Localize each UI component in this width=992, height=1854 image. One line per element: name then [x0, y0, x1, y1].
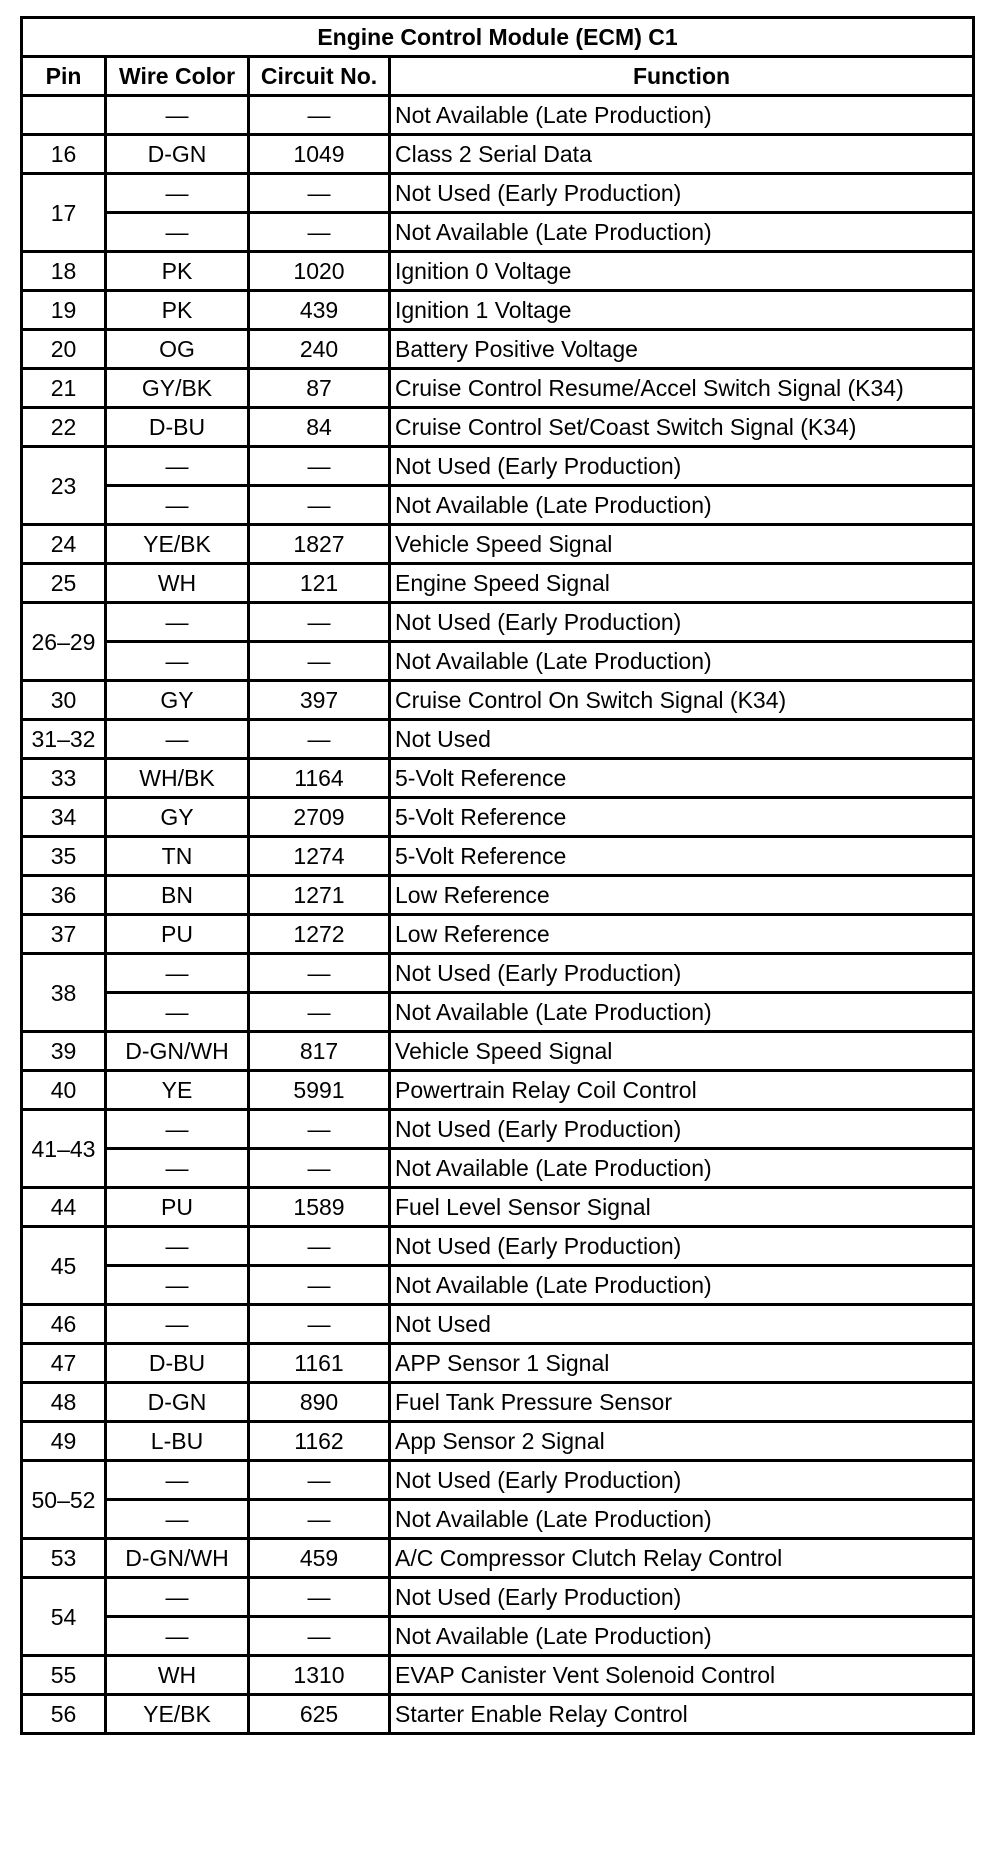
wire-color-cell: — — [106, 1500, 249, 1539]
wire-color-cell: — — [106, 603, 249, 642]
function-cell: Low Reference — [390, 915, 974, 954]
circuit-no-cell: 439 — [249, 291, 390, 330]
wire-color-cell: — — [106, 1305, 249, 1344]
circuit-no-cell: 87 — [249, 369, 390, 408]
table-row — [22, 1188, 974, 1227]
wire-color-cell: WH/BK — [106, 759, 249, 798]
circuit-no-cell: — — [249, 603, 390, 642]
pin-cell: 56 — [22, 1695, 106, 1734]
table-row — [22, 1695, 974, 1734]
wire-color-cell: — — [106, 96, 249, 135]
function-cell: Vehicle Speed Signal — [390, 525, 974, 564]
table-row — [22, 1500, 974, 1539]
function-cell: Not Available (Late Production) — [390, 1617, 974, 1656]
circuit-no-cell: 625 — [249, 1695, 390, 1734]
function-cell: Not Available (Late Production) — [390, 1266, 974, 1305]
table-row — [22, 837, 974, 876]
table-row — [22, 915, 974, 954]
table-row — [22, 447, 974, 486]
circuit-no-cell: 1164 — [249, 759, 390, 798]
circuit-no-cell: — — [249, 1305, 390, 1344]
circuit-no-cell: — — [249, 213, 390, 252]
pin-cell: 39 — [22, 1032, 106, 1071]
circuit-no-cell: — — [249, 1266, 390, 1305]
function-cell: Not Available (Late Production) — [390, 96, 974, 135]
function-cell: Cruise Control On Switch Signal (K34) — [390, 681, 974, 720]
wire-color-cell: PK — [106, 252, 249, 291]
circuit-no-cell: 397 — [249, 681, 390, 720]
table-title: Engine Control Module (ECM) C1 — [22, 18, 974, 57]
pin-cell: 55 — [22, 1656, 106, 1695]
table-row — [22, 330, 974, 369]
wire-color-cell: — — [106, 1110, 249, 1149]
circuit-no-cell: 817 — [249, 1032, 390, 1071]
wire-color-cell: — — [106, 1617, 249, 1656]
circuit-no-cell: 84 — [249, 408, 390, 447]
wire-color-cell: GY/BK — [106, 369, 249, 408]
wire-color-cell: PU — [106, 1188, 249, 1227]
function-cell: Not Used — [390, 720, 974, 759]
function-cell: Not Used — [390, 1305, 974, 1344]
function-cell: Class 2 Serial Data — [390, 135, 974, 174]
table-row — [22, 1149, 974, 1188]
function-cell: Not Available (Late Production) — [390, 213, 974, 252]
wire-color-cell: D-GN/WH — [106, 1539, 249, 1578]
circuit-no-cell: — — [249, 1500, 390, 1539]
pin-cell: 17 — [22, 174, 106, 252]
circuit-no-cell: 1271 — [249, 876, 390, 915]
pin-cell — [22, 96, 106, 135]
circuit-no-cell: 1272 — [249, 915, 390, 954]
table-body — [22, 96, 974, 1734]
table-row — [22, 1617, 974, 1656]
pin-cell: 21 — [22, 369, 106, 408]
pin-cell: 47 — [22, 1344, 106, 1383]
table-row — [22, 1344, 974, 1383]
wire-color-cell: D-BU — [106, 1344, 249, 1383]
table-row — [22, 681, 974, 720]
circuit-no-cell: — — [249, 720, 390, 759]
wire-color-cell: — — [106, 720, 249, 759]
circuit-no-cell: 2709 — [249, 798, 390, 837]
table-row — [22, 135, 974, 174]
function-cell: Battery Positive Voltage — [390, 330, 974, 369]
wire-color-cell: — — [106, 642, 249, 681]
circuit-no-cell: 1049 — [249, 135, 390, 174]
circuit-no-cell: 890 — [249, 1383, 390, 1422]
wire-color-cell: OG — [106, 330, 249, 369]
circuit-no-cell: — — [249, 993, 390, 1032]
circuit-no-cell: 121 — [249, 564, 390, 603]
circuit-no-cell: — — [249, 174, 390, 213]
table-row — [22, 798, 974, 837]
function-cell: App Sensor 2 Signal — [390, 1422, 974, 1461]
pin-cell: 50–52 — [22, 1461, 106, 1539]
wire-color-cell: — — [106, 954, 249, 993]
table-row — [22, 720, 974, 759]
table-row — [22, 291, 974, 330]
wire-color-cell: — — [106, 1227, 249, 1266]
function-cell: Not Available (Late Production) — [390, 993, 974, 1032]
pin-cell: 31–32 — [22, 720, 106, 759]
wire-color-cell: D-BU — [106, 408, 249, 447]
function-cell: Cruise Control Set/Coast Switch Signal (K34) — [390, 408, 974, 447]
table-row — [22, 1383, 974, 1422]
wire-color-cell: BN — [106, 876, 249, 915]
table-row — [22, 1461, 974, 1500]
header-wire-color: Wire Color — [106, 57, 249, 96]
function-cell: Fuel Tank Pressure Sensor — [390, 1383, 974, 1422]
pin-cell: 19 — [22, 291, 106, 330]
wire-color-cell: — — [106, 213, 249, 252]
wire-color-cell: YE/BK — [106, 525, 249, 564]
function-cell: Not Used (Early Production) — [390, 174, 974, 213]
function-cell: Ignition 0 Voltage — [390, 252, 974, 291]
table-row — [22, 1227, 974, 1266]
pin-cell: 34 — [22, 798, 106, 837]
table-header-row — [22, 57, 974, 96]
function-cell: Low Reference — [390, 876, 974, 915]
function-cell: Not Used (Early Production) — [390, 1578, 974, 1617]
circuit-no-cell: 5991 — [249, 1071, 390, 1110]
wire-color-cell: — — [106, 486, 249, 525]
circuit-no-cell: 1274 — [249, 837, 390, 876]
function-cell: APP Sensor 1 Signal — [390, 1344, 974, 1383]
pin-cell: 26–29 — [22, 603, 106, 681]
table-row — [22, 876, 974, 915]
wire-color-cell: WH — [106, 1656, 249, 1695]
pin-cell: 49 — [22, 1422, 106, 1461]
pin-cell: 44 — [22, 1188, 106, 1227]
table-row — [22, 1071, 974, 1110]
function-cell: 5-Volt Reference — [390, 837, 974, 876]
circuit-no-cell: — — [249, 1149, 390, 1188]
circuit-no-cell: — — [249, 1110, 390, 1149]
wire-color-cell: — — [106, 174, 249, 213]
wire-color-cell: — — [106, 993, 249, 1032]
wire-color-cell: YE/BK — [106, 1695, 249, 1734]
wire-color-cell: TN — [106, 837, 249, 876]
table-title-row — [22, 18, 974, 57]
pin-cell: 41–43 — [22, 1110, 106, 1188]
wire-color-cell: — — [106, 447, 249, 486]
pin-cell: 54 — [22, 1578, 106, 1656]
table-row — [22, 1032, 974, 1071]
table-row — [22, 174, 974, 213]
function-cell: 5-Volt Reference — [390, 798, 974, 837]
function-cell: Not Used (Early Production) — [390, 603, 974, 642]
circuit-no-cell: — — [249, 1227, 390, 1266]
pin-cell: 25 — [22, 564, 106, 603]
pin-cell: 37 — [22, 915, 106, 954]
circuit-no-cell: 1161 — [249, 1344, 390, 1383]
circuit-no-cell: 459 — [249, 1539, 390, 1578]
table-row — [22, 525, 974, 564]
pin-cell: 16 — [22, 135, 106, 174]
circuit-no-cell: — — [249, 447, 390, 486]
wire-color-cell: GY — [106, 798, 249, 837]
table-row — [22, 1656, 974, 1695]
table-row — [22, 408, 974, 447]
pin-cell: 18 — [22, 252, 106, 291]
wire-color-cell: PK — [106, 291, 249, 330]
pin-cell: 23 — [22, 447, 106, 525]
function-cell: Powertrain Relay Coil Control — [390, 1071, 974, 1110]
pin-cell: 36 — [22, 876, 106, 915]
function-cell: Vehicle Speed Signal — [390, 1032, 974, 1071]
function-cell: EVAP Canister Vent Solenoid Control — [390, 1656, 974, 1695]
function-cell: Ignition 1 Voltage — [390, 291, 974, 330]
pin-cell: 35 — [22, 837, 106, 876]
table-row — [22, 954, 974, 993]
wire-color-cell: PU — [106, 915, 249, 954]
pin-cell: 30 — [22, 681, 106, 720]
table-row — [22, 993, 974, 1032]
wire-color-cell: — — [106, 1149, 249, 1188]
table-row — [22, 603, 974, 642]
table-row — [22, 1266, 974, 1305]
table-row — [22, 252, 974, 291]
wire-color-cell: WH — [106, 564, 249, 603]
function-cell: Not Available (Late Production) — [390, 1500, 974, 1539]
wire-color-cell: D-GN — [106, 1383, 249, 1422]
ecm-connector-table — [20, 16, 975, 1735]
table-row — [22, 564, 974, 603]
function-cell: Not Used (Early Production) — [390, 1227, 974, 1266]
header-function: Function — [390, 57, 974, 96]
circuit-no-cell: 1827 — [249, 525, 390, 564]
circuit-no-cell: 240 — [249, 330, 390, 369]
header-circuit-no: Circuit No. — [249, 57, 390, 96]
function-cell: Cruise Control Resume/Accel Switch Signal (K34) — [390, 369, 974, 408]
table-row — [22, 1110, 974, 1149]
circuit-no-cell: — — [249, 1617, 390, 1656]
pin-cell: 48 — [22, 1383, 106, 1422]
wire-color-cell: GY — [106, 681, 249, 720]
wire-color-cell: L-BU — [106, 1422, 249, 1461]
function-cell: Not Available (Late Production) — [390, 1149, 974, 1188]
function-cell: Starter Enable Relay Control — [390, 1695, 974, 1734]
pin-cell: 40 — [22, 1071, 106, 1110]
table-row — [22, 642, 974, 681]
table-row — [22, 1422, 974, 1461]
pin-cell: 24 — [22, 525, 106, 564]
circuit-no-cell: — — [249, 954, 390, 993]
circuit-no-cell: — — [249, 1461, 390, 1500]
table-row — [22, 1578, 974, 1617]
header-pin: Pin — [22, 57, 106, 96]
wire-color-cell: YE — [106, 1071, 249, 1110]
table-row — [22, 1305, 974, 1344]
function-cell: Not Used (Early Production) — [390, 954, 974, 993]
pin-cell: 53 — [22, 1539, 106, 1578]
function-cell: A/C Compressor Clutch Relay Control — [390, 1539, 974, 1578]
circuit-no-cell: 1162 — [249, 1422, 390, 1461]
pin-cell: 45 — [22, 1227, 106, 1305]
table-row — [22, 759, 974, 798]
table-row — [22, 369, 974, 408]
function-cell: 5-Volt Reference — [390, 759, 974, 798]
table-row — [22, 96, 974, 135]
function-cell: Not Used (Early Production) — [390, 1110, 974, 1149]
table-row — [22, 1539, 974, 1578]
circuit-no-cell: — — [249, 1578, 390, 1617]
function-cell: Not Available (Late Production) — [390, 486, 974, 525]
circuit-no-cell: 1589 — [249, 1188, 390, 1227]
wire-color-cell: — — [106, 1461, 249, 1500]
circuit-no-cell: — — [249, 486, 390, 525]
pin-cell: 38 — [22, 954, 106, 1032]
function-cell: Not Used (Early Production) — [390, 447, 974, 486]
circuit-no-cell: — — [249, 96, 390, 135]
wire-color-cell: D-GN/WH — [106, 1032, 249, 1071]
wire-color-cell: D-GN — [106, 135, 249, 174]
pin-cell: 22 — [22, 408, 106, 447]
function-cell: Not Used (Early Production) — [390, 1461, 974, 1500]
function-cell: Fuel Level Sensor Signal — [390, 1188, 974, 1227]
wire-color-cell: — — [106, 1578, 249, 1617]
circuit-no-cell: 1020 — [249, 252, 390, 291]
table-row — [22, 486, 974, 525]
wire-color-cell: — — [106, 1266, 249, 1305]
pin-cell: 20 — [22, 330, 106, 369]
function-cell: Engine Speed Signal — [390, 564, 974, 603]
circuit-no-cell: 1310 — [249, 1656, 390, 1695]
table-row — [22, 213, 974, 252]
pin-cell: 46 — [22, 1305, 106, 1344]
function-cell: Not Available (Late Production) — [390, 642, 974, 681]
pin-cell: 33 — [22, 759, 106, 798]
circuit-no-cell: — — [249, 642, 390, 681]
